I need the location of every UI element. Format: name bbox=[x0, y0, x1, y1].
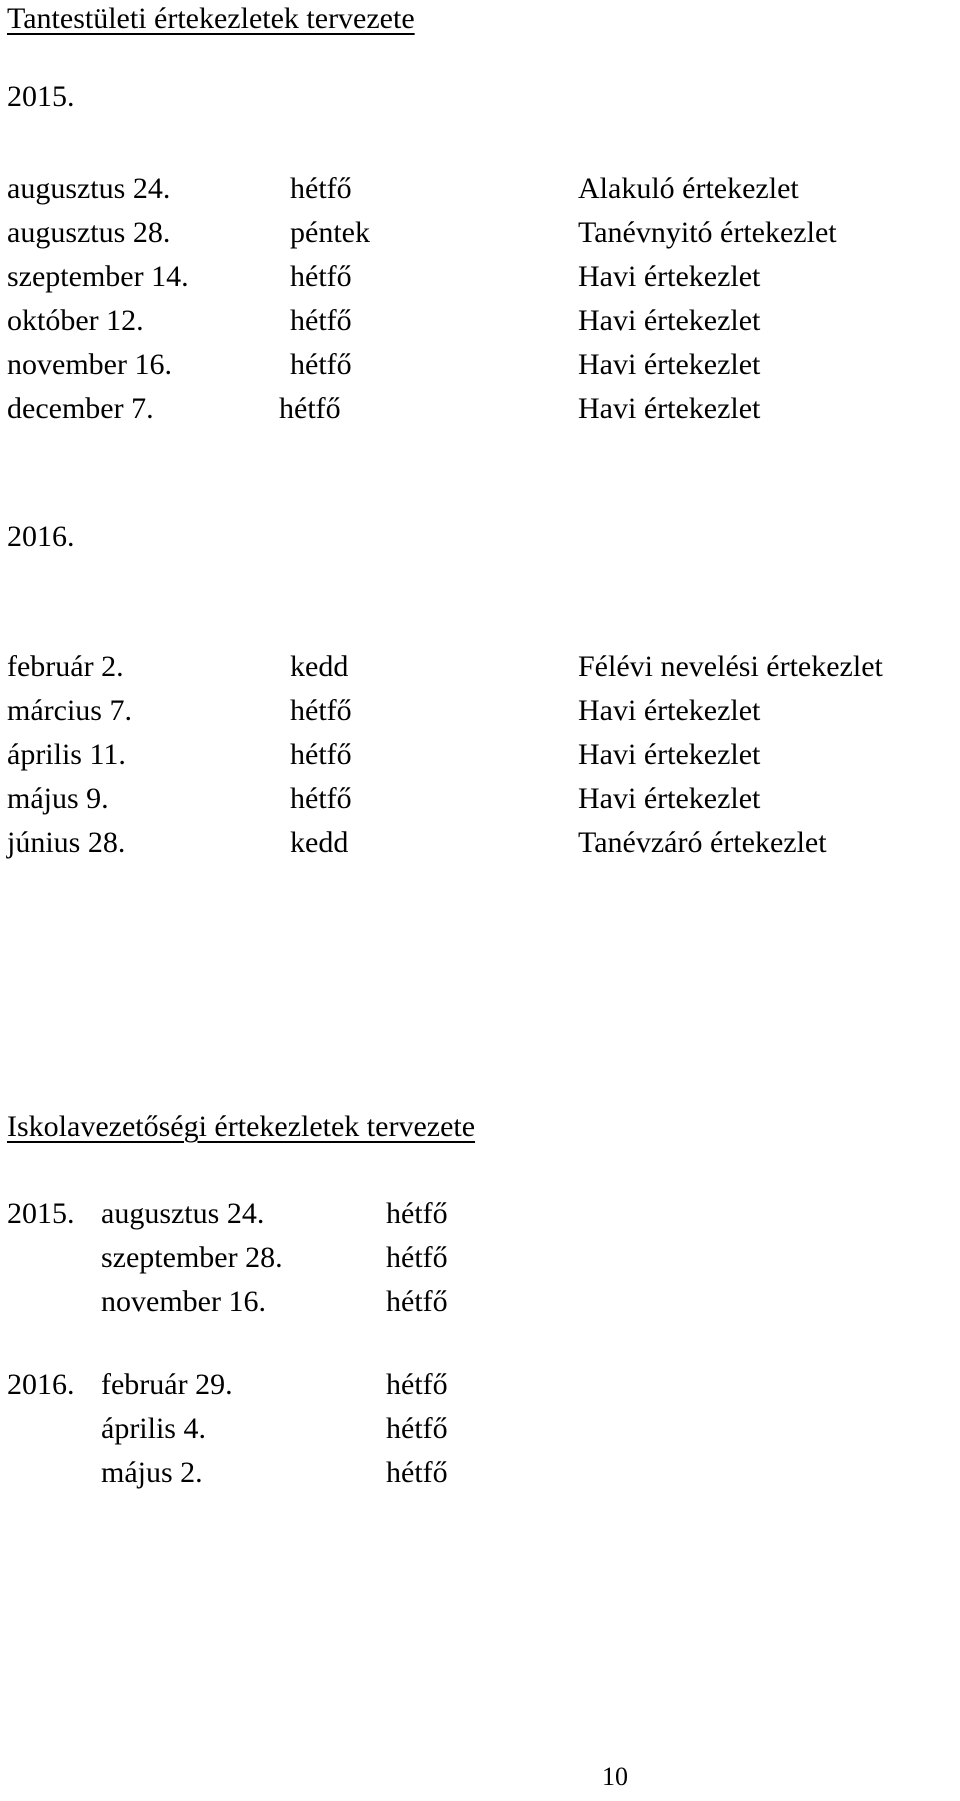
meeting-event: Havi értekezlet bbox=[578, 304, 761, 337]
meeting-date: október 12. bbox=[7, 304, 144, 337]
meeting-day: hétfő bbox=[290, 172, 352, 205]
meeting-event: Havi értekezlet bbox=[578, 738, 761, 771]
meeting-event: Tanévnyitó értekezlet bbox=[578, 216, 837, 249]
meeting-event: Havi értekezlet bbox=[578, 260, 761, 293]
meeting-date: március 7. bbox=[7, 694, 132, 727]
staff-year-2015: 2015. bbox=[7, 80, 75, 113]
meeting-date: április 11. bbox=[7, 738, 126, 771]
meeting-day: hétfő bbox=[386, 1197, 448, 1230]
meeting-day: péntek bbox=[290, 216, 370, 249]
meeting-day: hétfő bbox=[386, 1241, 448, 1274]
meeting-date: június 28. bbox=[7, 826, 126, 859]
meeting-date: február 2. bbox=[7, 650, 124, 683]
meeting-date: április 4. bbox=[101, 1412, 206, 1445]
page-number: 10 bbox=[602, 1762, 628, 1791]
meeting-date: szeptember 28. bbox=[101, 1241, 283, 1274]
meeting-event: Havi értekezlet bbox=[578, 782, 761, 815]
meeting-day: hétfő bbox=[386, 1368, 448, 1401]
leadership-year-2015: 2015. bbox=[7, 1197, 75, 1230]
meeting-date: május 2. bbox=[101, 1456, 203, 1489]
meeting-date: február 29. bbox=[101, 1368, 233, 1401]
meeting-day: kedd bbox=[290, 826, 349, 859]
meeting-day: hétfő bbox=[279, 392, 341, 425]
meeting-date: december 7. bbox=[7, 392, 154, 425]
meeting-date: augusztus 24. bbox=[101, 1197, 265, 1230]
staff-year-2016: 2016. bbox=[7, 520, 75, 553]
leadership-meetings-title: Iskolavezetőségi értekezletek tervezete bbox=[7, 1110, 476, 1143]
meeting-day: hétfő bbox=[386, 1285, 448, 1318]
meeting-date: szeptember 14. bbox=[7, 260, 189, 293]
staff-meetings-title: Tantestületi értekezletek tervezete bbox=[7, 2, 415, 35]
meeting-date: augusztus 28. bbox=[7, 216, 171, 249]
meeting-event: Havi értekezlet bbox=[578, 348, 761, 381]
meeting-event: Félévi nevelési értekezlet bbox=[578, 650, 883, 683]
meeting-date: november 16. bbox=[101, 1285, 266, 1318]
meeting-date: november 16. bbox=[7, 348, 172, 381]
meeting-event: Havi értekezlet bbox=[578, 694, 761, 727]
meeting-day: hétfő bbox=[290, 260, 352, 293]
meeting-day: hétfő bbox=[386, 1412, 448, 1445]
meeting-event: Alakuló értekezlet bbox=[578, 172, 799, 205]
meeting-event: Havi értekezlet bbox=[578, 392, 761, 425]
meeting-day: hétfő bbox=[290, 304, 352, 337]
meeting-day: hétfő bbox=[290, 694, 352, 727]
meeting-day: hétfő bbox=[290, 348, 352, 381]
meeting-date: augusztus 24. bbox=[7, 172, 171, 205]
meeting-day: kedd bbox=[290, 650, 349, 683]
meeting-date: május 9. bbox=[7, 782, 109, 815]
meeting-day: hétfő bbox=[290, 782, 352, 815]
meeting-event: Tanévzáró értekezlet bbox=[578, 826, 827, 859]
leadership-year-2016: 2016. bbox=[7, 1368, 75, 1401]
meeting-day: hétfő bbox=[386, 1456, 448, 1489]
meeting-day: hétfő bbox=[290, 738, 352, 771]
